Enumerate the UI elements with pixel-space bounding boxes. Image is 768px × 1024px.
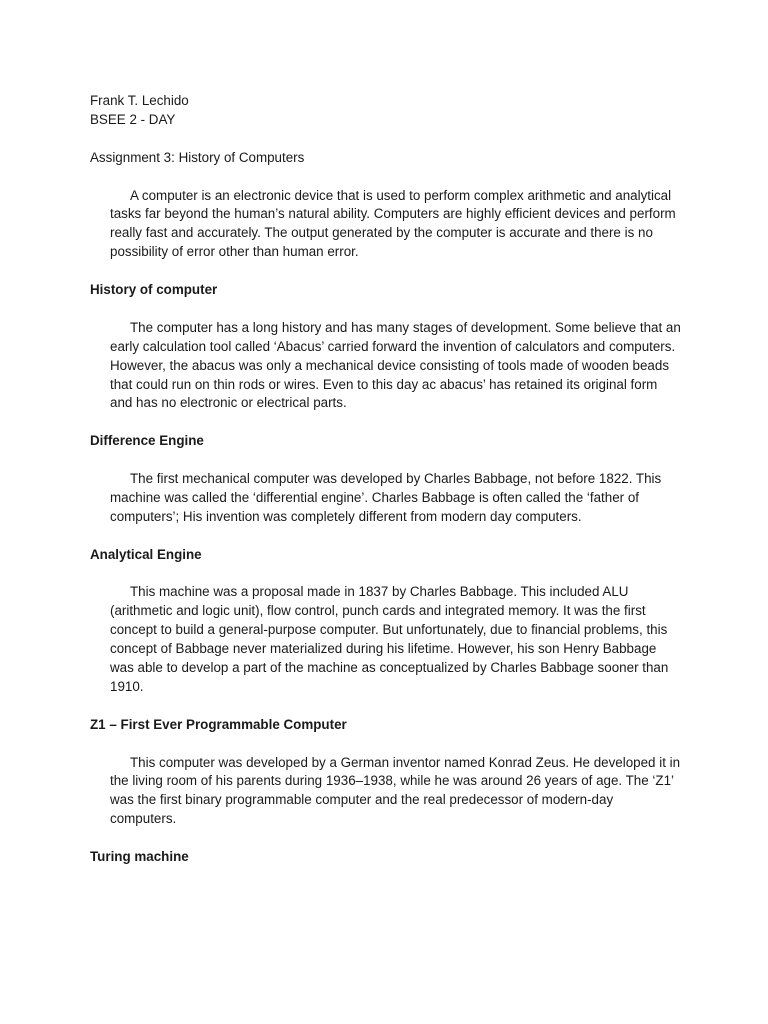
- paragraph-line: (arithmetic and logic unit), flow control, punch cards and integrated memory. It was the first: [110, 603, 646, 619]
- paragraph-line: This machine was a proposal made in 1837 by Charles Babbage. This included ALU: [130, 584, 629, 600]
- paragraph-line: really fast and accurately. The output generated by the computer is accurate and there is no: [110, 225, 653, 241]
- section-heading-analytical-engine: Analytical Engine: [90, 546, 202, 562]
- spacer: [90, 168, 686, 187]
- paragraph-line: The computer has a long history and has many stages of development. Some believe that an: [130, 319, 681, 335]
- spacer: [90, 262, 686, 281]
- paragraph-line: computers.: [110, 811, 177, 827]
- difference-engine-paragraph: [90, 470, 686, 527]
- spacer: [90, 527, 686, 546]
- paragraph-line: concept to build a general-purpose computer. But unfortunately, due to financial problems, this: [110, 622, 668, 638]
- paragraph-line: A computer is an electronic device that is used to perform complex arithmetic and analytical: [130, 187, 672, 203]
- paragraph-line: was the first binary programmable computer and the real predecessor of modern-day: [110, 792, 614, 808]
- spacer: [90, 451, 686, 470]
- document-body: [90, 92, 686, 867]
- paragraph-line: and has no electronic or electrical parts.: [110, 395, 347, 411]
- history-paragraph: [90, 319, 686, 414]
- paragraph-line: machine was called the ‘differential engine’. Charles Babbage is often called the ‘father of: [110, 489, 640, 505]
- class-section: BSEE 2 - DAY: [90, 111, 176, 127]
- paragraph-line: possibility of error other than human error.: [110, 244, 359, 260]
- spacer: [90, 735, 686, 754]
- author-name: Frank T. Lechido: [90, 93, 189, 108]
- assignment-title: Assignment 3: History of Computers: [90, 149, 305, 165]
- spacer: [90, 565, 686, 584]
- section-heading-history: History of computer: [90, 282, 218, 298]
- paragraph-line: early calculation tool called ‘Abacus’ carried forward the invention of calculators and computers.: [110, 338, 676, 354]
- section-heading-z1: Z1 – First Ever Programmable Computer: [90, 716, 347, 732]
- paragraph-line: 1910.: [110, 678, 144, 694]
- paragraph-line: was able to develop a part of the machine as conceptualized by Charles Babbage sooner than: [110, 660, 669, 676]
- paragraph-line: the living room of his parents during 1936–1938, while he was around 26 years of age. The ‘Z1’: [110, 773, 674, 789]
- paragraph-line: concept of Babbage never materialized during his lifetime. However, his son Henry Babbage: [110, 641, 657, 657]
- section-heading-turing-machine: Turing machine: [90, 849, 189, 865]
- section-heading-difference-engine: Difference Engine: [90, 433, 204, 449]
- paragraph-line: This computer was developed by a German inventor named Konrad Zeus. He developed it in: [130, 754, 681, 770]
- spacer: [90, 413, 686, 432]
- paragraph-line: computers’; His invention was completely different from modern day computers.: [110, 508, 582, 524]
- spacer: [90, 697, 686, 716]
- spacer: [90, 300, 686, 319]
- intro-paragraph: [90, 187, 686, 263]
- paragraph-line: that could run on thin rods or wires. Even to this day ac abacus’ has retained its original form: [110, 376, 658, 392]
- spacer: [90, 829, 686, 848]
- z1-paragraph: [90, 754, 686, 830]
- spacer: [90, 130, 686, 149]
- paragraph-line: The first mechanical computer was developed by Charles Babbage, not before 1822. This: [130, 471, 662, 487]
- paragraph-line: However, the abacus was only a mechanical device consisting of tools made of wooden beads: [110, 357, 670, 373]
- paragraph-line: tasks far beyond the human’s natural ability. Computers are highly efficient devices and perform: [110, 206, 676, 222]
- analytical-engine-paragraph: [90, 583, 686, 696]
